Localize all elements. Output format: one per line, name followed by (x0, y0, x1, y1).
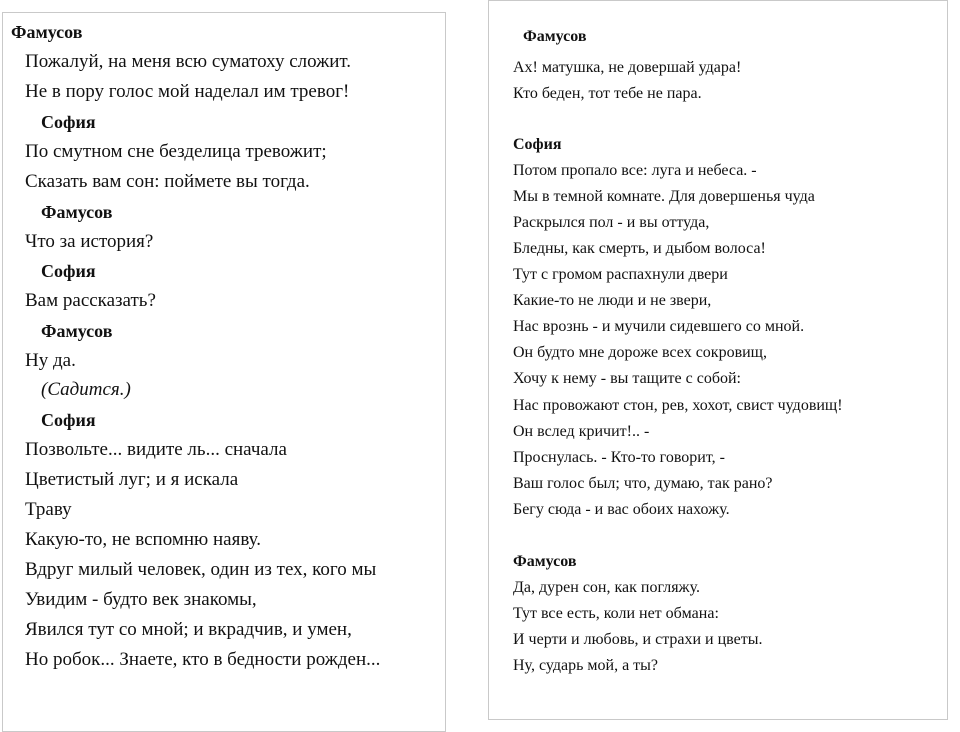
verse-line: Пожалуй, на меня всю суматоху сложит. (25, 51, 352, 72)
verse-line: Но робок... Знаете, кто в бедности рожден... (25, 649, 381, 670)
speaker-name: Фамусов (41, 321, 113, 341)
verse-line: Вдруг милый человек, один из тех, кого мы (25, 559, 377, 580)
verse-line: Увидим - будто век знакомы, (25, 589, 257, 610)
verse-line: Он вслед кричит!.. - (513, 423, 650, 440)
left-text-page (2, 12, 446, 732)
speaker-name: Фамусов (11, 22, 83, 42)
verse-line: Тут с громом распахнули двери (513, 266, 728, 283)
verse-line: Цветистый луг; и я искала (25, 469, 239, 490)
verse-line: Бегу сюда - и вас обоих нахожу. (513, 501, 730, 518)
verse-line: Мы в темной комнате. Для довершенья чуда (513, 188, 815, 205)
verse-line: Ну, сударь мой, а ты? (513, 657, 659, 674)
speaker-name: София (41, 112, 96, 132)
verse-line: Ну да. (25, 350, 76, 371)
verse-line: Вам рассказать? (25, 290, 156, 311)
verse-line: Позвольте... видите ль... сначала (25, 439, 287, 460)
verse-line: По смутном сне безделица тревожит; (25, 141, 327, 162)
speaker-name: Фамусов (41, 202, 113, 222)
speaker-name: Фамусов (523, 28, 587, 45)
verse-line: Нас провожают стон, рев, хохот, свист чудовищ! (513, 397, 843, 414)
verse-line: Хочу к нему - вы тащите с собой: (513, 370, 741, 387)
verse-line: Да, дурен сон, как погляжу. (513, 579, 700, 596)
verse-line: Какие-то не люди и не звери, (513, 292, 712, 309)
speaker-name: София (41, 410, 96, 430)
verse-line: Траву (25, 499, 72, 520)
verse-line: Тут все есть, коли нет обмана: (513, 605, 719, 622)
stage-direction: (Садится.) (41, 379, 131, 400)
verse-line: Он будто мне дороже всех сокровищ, (513, 344, 767, 361)
verse-line: Бледны, как смерть, и дыбом волоса! (513, 240, 766, 257)
verse-line: Явился тут со мной; и вкрадчив, и умен, (25, 619, 352, 640)
verse-line: Не в пору голос мой наделал им тревог! (25, 81, 350, 102)
verse-line: Что за история? (25, 231, 154, 252)
verse-line: Потом пропало все: луга и небеса. - (513, 162, 757, 179)
speaker-name: София (513, 136, 562, 153)
speaker-name: София (41, 261, 96, 281)
speaker-name: Фамусов (513, 553, 577, 570)
verse-line: Сказать вам сон: поймете вы тогда. (25, 171, 310, 192)
right-text-page (488, 0, 948, 720)
verse-line: Проснулась. - Кто-то говорит, - (513, 449, 725, 466)
verse-line: Ах! матушка, не довершай удара! (513, 59, 742, 76)
verse-line: Нас врознь - и мучили сидевшего со мной. (513, 318, 805, 335)
verse-line: Ваш голос был; что, думаю, так рано? (513, 475, 773, 492)
verse-line: Раскрылся пол - и вы оттуда, (513, 214, 710, 231)
verse-line: Кто беден, тот тебе не пара. (513, 85, 702, 102)
verse-line: Какую-то, не вспомню наяву. (25, 529, 261, 550)
verse-line: И черти и любовь, и страхи и цветы. (513, 631, 763, 648)
